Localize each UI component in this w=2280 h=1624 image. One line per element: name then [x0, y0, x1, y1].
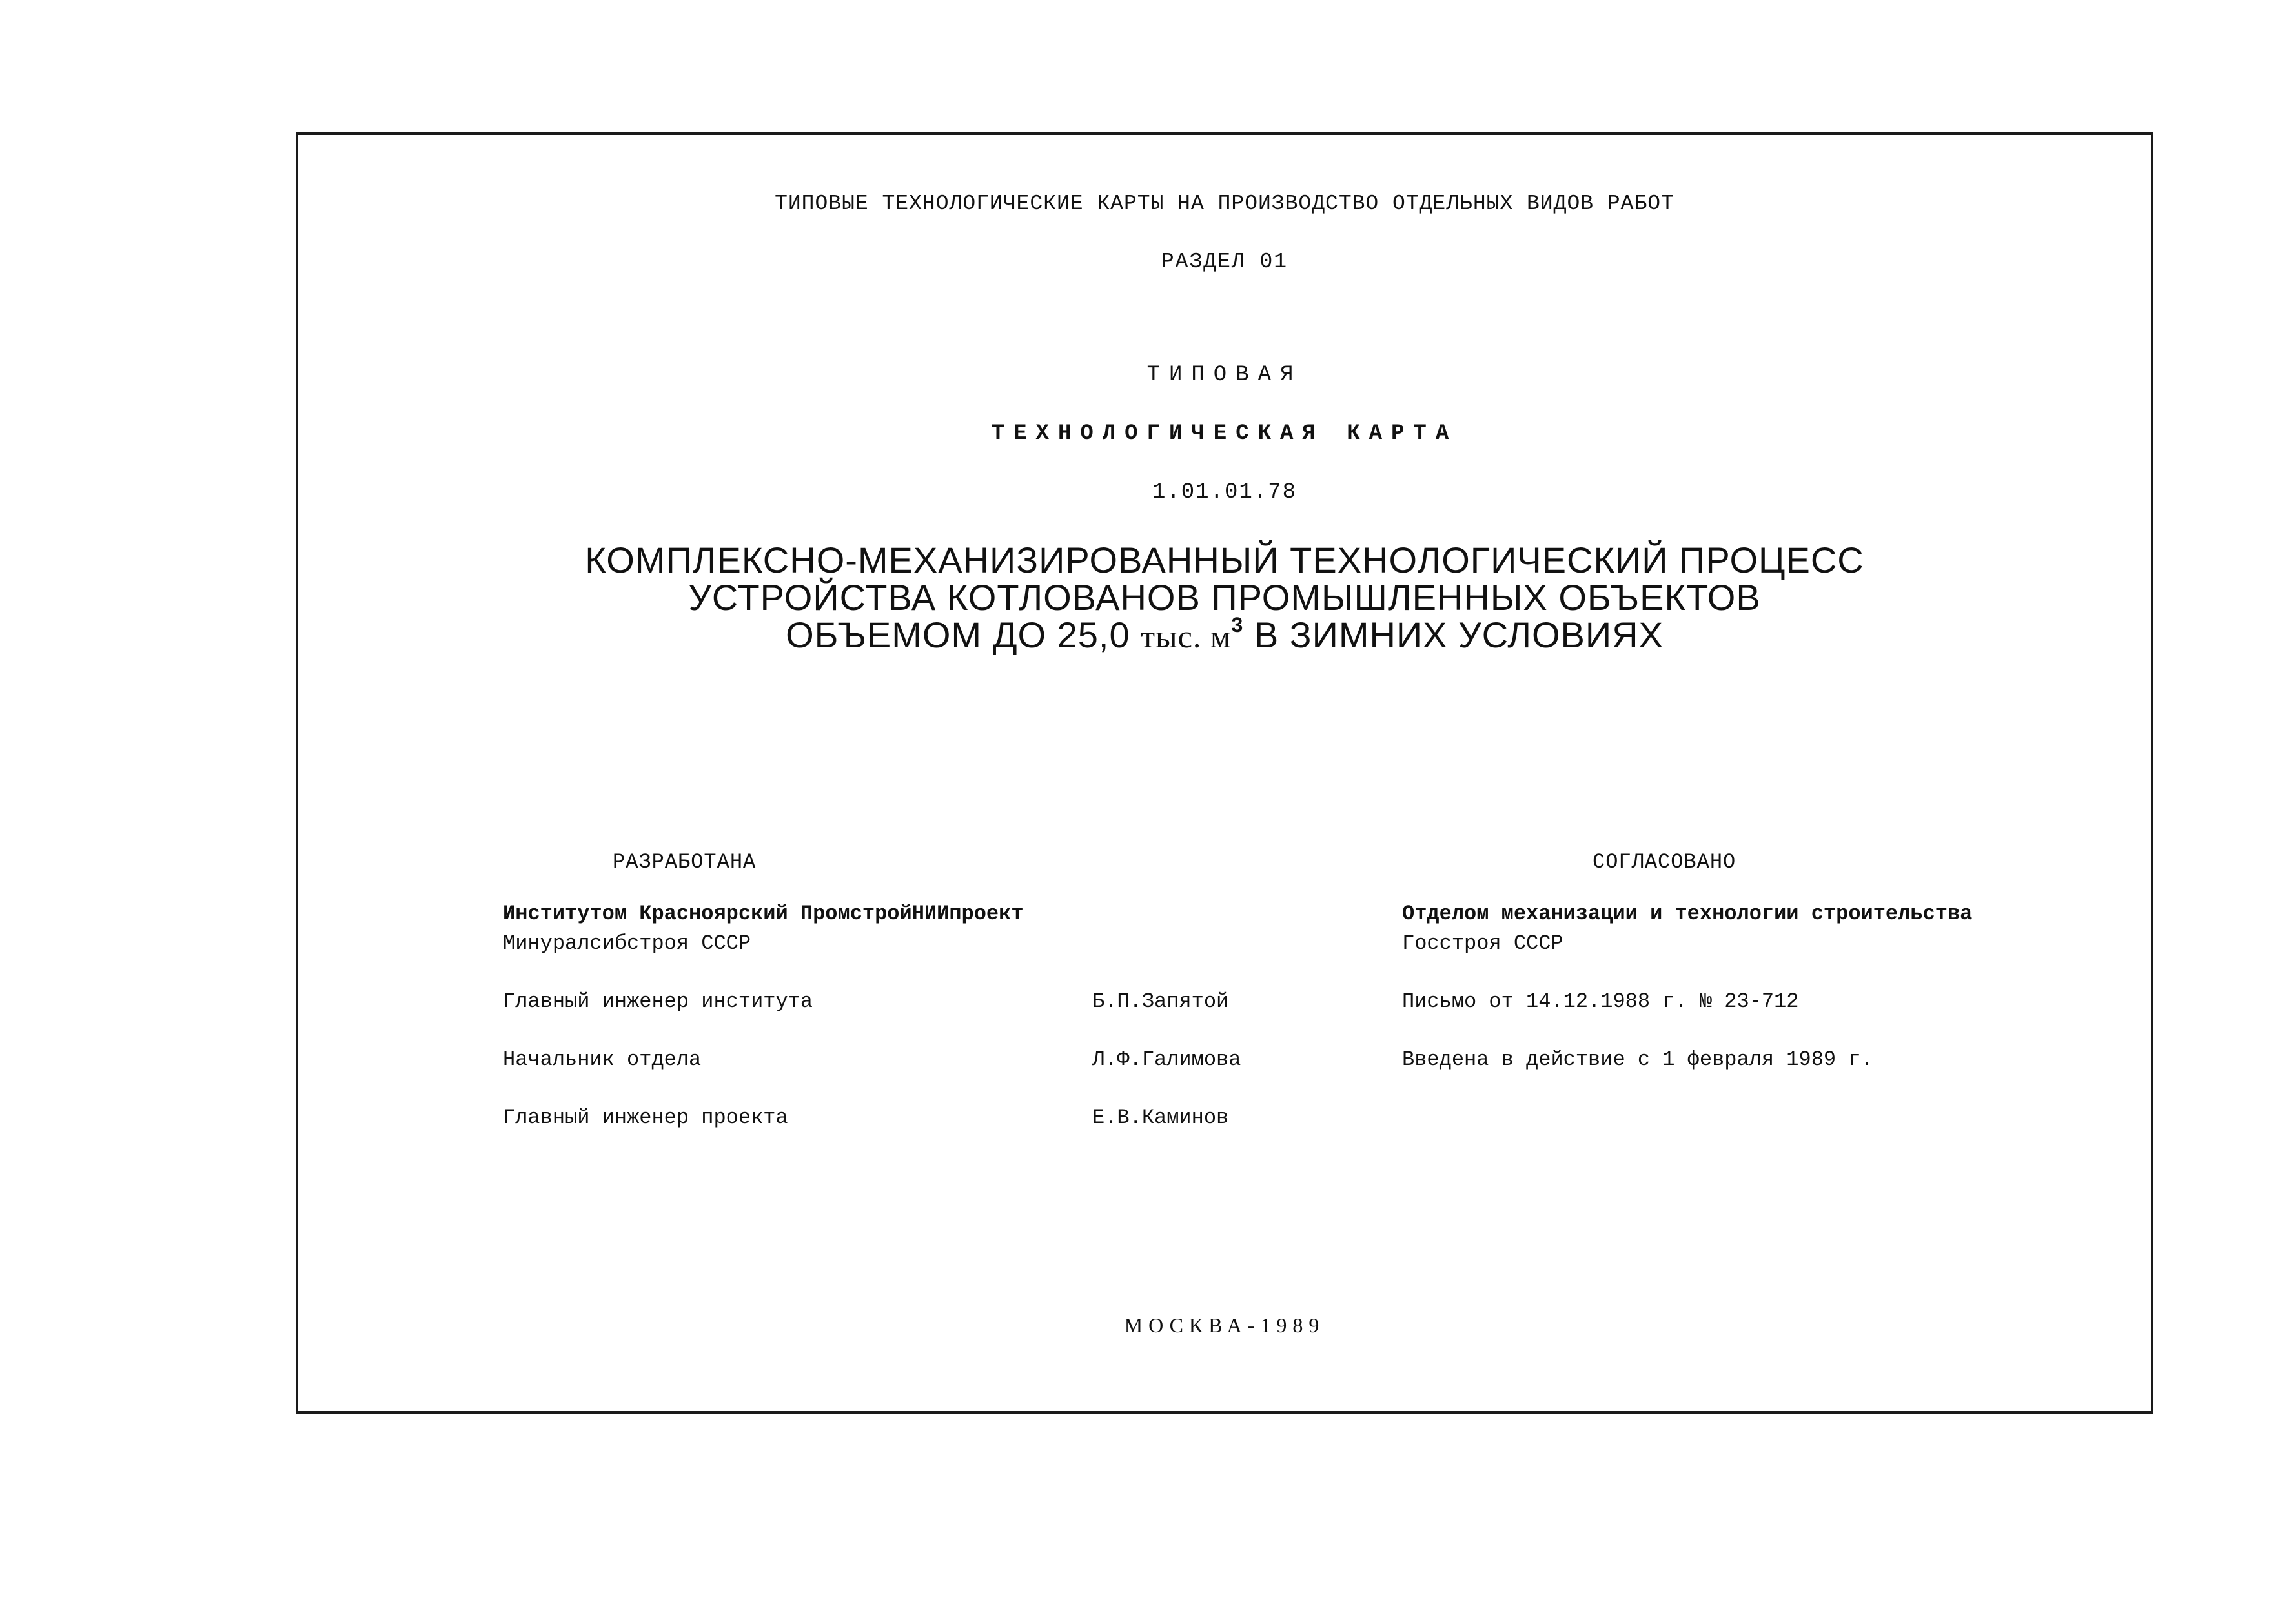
approved-org-line-2: Госстроя СССР — [1402, 931, 1563, 955]
section-label: РАЗДЕЛ 01 — [1161, 250, 1288, 274]
document-frame — [296, 132, 2153, 1414]
approved-heading: СОГЛАСОВАНО — [1593, 850, 1736, 874]
approved-org-line-1: Отделом механизации и технологии строительства — [1402, 902, 1973, 926]
role-name-chief-engineer-institute: Б.П.Запятой — [1092, 990, 1229, 1013]
developed-org — [503, 899, 1024, 959]
role-title-department-head: Начальник отдела — [503, 1048, 702, 1071]
developed-org-line-2: Минуралсибстроя СССР — [503, 931, 751, 955]
series-title: ТИПОВЫЕ ТЕХНОЛОГИЧЕСКИЕ КАРТЫ НА ПРОИЗВОДСТВО ОТДЕЛЬНЫХ ВИДОВ РАБОТ — [775, 192, 1674, 216]
typical-label: ТИПОВАЯ — [1146, 363, 1303, 387]
role-title-chief-engineer-institute: Главный инженер института — [503, 990, 813, 1013]
city-year: МОСКВА-1989 — [1124, 1314, 1325, 1337]
tech-map-label: ТЕХНОЛОГИЧЕСКАЯ КАРТА — [991, 421, 1458, 446]
main-title-unit: тыс. м — [1141, 618, 1232, 655]
main-title-line-1: КОМПЛЕКСНО-МЕХАНИЗИРОВАННЫЙ ТЕХНОЛОГИЧЕСКИЙ ПРОЦЕСС — [585, 540, 1864, 580]
main-title-conditions: В ЗИМНИХ УСЛОВИЯХ — [1243, 614, 1664, 655]
main-title-line-2: УСТРОЙСТВА КОТЛОВАНОВ ПРОМЫШЛЕННЫХ ОБЪЕКТОВ — [688, 577, 1761, 618]
effective-date: Введена в действие с 1 февраля 1989 г. — [1402, 1048, 1873, 1071]
main-title-line-3 — [298, 613, 2151, 655]
approved-org — [1402, 899, 1972, 959]
developed-org-line-1: Институтом Красноярский ПромстройНИИпроект — [503, 902, 1024, 926]
role-name-chief-engineer-project: Е.В.Каминов — [1092, 1106, 1229, 1130]
role-title-chief-engineer-project: Главный инженер проекта — [503, 1106, 788, 1130]
developed-heading: РАЗРАБОТАНА — [613, 850, 757, 874]
main-title-volume: ОБЪЕМОМ ДО 25,0 — [786, 614, 1141, 655]
main-title — [298, 542, 2151, 655]
main-title-unit-power: 3 — [1231, 613, 1244, 636]
map-code: 1.01.01.78 — [1152, 480, 1298, 505]
role-name-department-head: Л.Ф.Галимова — [1092, 1048, 1241, 1071]
approval-letter: Письмо от 14.12.1988 г. № 23-712 — [1402, 990, 1799, 1013]
